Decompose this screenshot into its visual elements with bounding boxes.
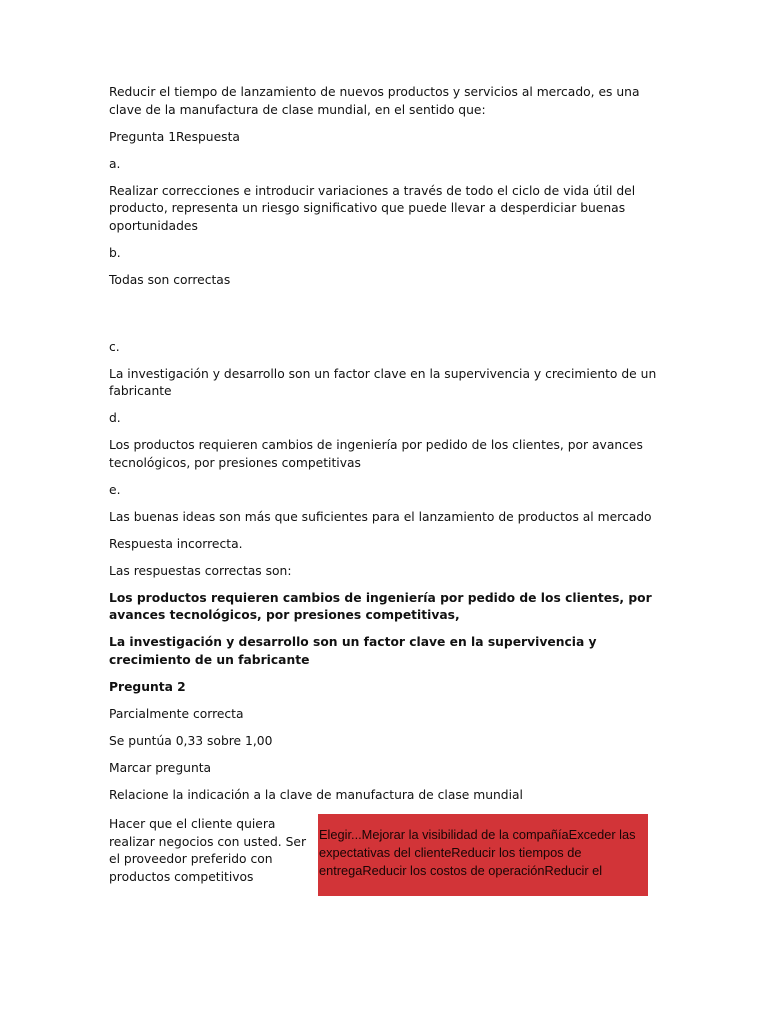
option-e-text: Las buenas ideas son más que suficientes para el lanzamiento de productos al mercado <box>109 509 652 524</box>
option-a-letter: a. <box>109 156 121 171</box>
question-1-header: Pregunta 1Respuesta <box>109 129 240 144</box>
correct-answer-2: La investigación y desarrollo son un factor clave en la supervivencia y crecimiento de un fabricante <box>109 635 597 667</box>
option-c-text: La investigación y desarrollo son un factor clave en la supervivencia y crecimiento de un fabricante <box>109 366 657 398</box>
question-2-title: Pregunta 2 <box>109 679 186 694</box>
blank-space <box>109 299 661 339</box>
match-answer-select[interactable]: Elegir...Mejorar la visibilidad de la compañíaExceder las expectativas del clienteReducir los tiempos de entregaReducir los costos de operaciónReducir el <box>318 814 648 896</box>
option-a-text: Realizar correcciones e introducir variaciones a través de todo el ciclo de vida útil del producto, representa un riesgo significativo que puede llevar a desperdiciar buenas oportunidades <box>109 183 636 233</box>
option-b-text: Todas son correctas <box>109 272 231 287</box>
match-row <box>109 814 661 896</box>
option-d-letter: d. <box>109 411 121 425</box>
match-item-label: Hacer que el cliente quiera realizar negocios con usted. Ser el proveedor preferido con productos competitivos <box>109 817 307 884</box>
feedback-text: Respuesta incorrecta. <box>109 536 243 551</box>
question-2-status: Parcialmente correcta <box>109 706 244 721</box>
question-1-stem: Reducir el tiempo de lanzamiento de nuevos productos y servicios al mercado, es una clave de la manufactura de clase mundial, en el sentido que: <box>109 85 640 117</box>
question-2-score: Se puntúa 0,33 sobre 1,00 <box>109 733 273 748</box>
question-2-prompt: Relacione la indicación a la clave de manufactura de clase mundial <box>109 787 523 802</box>
correct-answer-1: Los productos requieren cambios de ingeniería por pedido de los clientes, por avances tecnológicos, por presiones competitivas, <box>109 590 652 622</box>
option-e-letter: e. <box>109 482 121 497</box>
document-page <box>109 84 661 896</box>
flag-question-link[interactable]: Marcar pregunta <box>109 760 212 775</box>
option-b-letter: b. <box>109 245 121 260</box>
option-c-letter: c. <box>109 339 120 354</box>
option-d-text: Los productos requieren cambios de ingeniería por pedido de los clientes, por avances tecnológicos, por presiones competitivas <box>109 438 643 470</box>
correct-answers-intro: Las respuestas correctas son: <box>109 563 292 578</box>
